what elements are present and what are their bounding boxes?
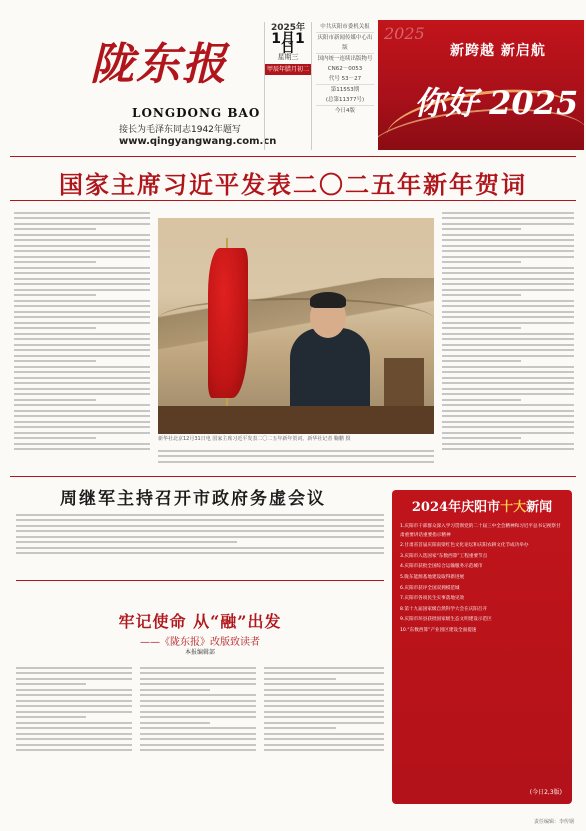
news-panel-item[interactable]: 9.庆阳市环县获批国家级生态文明建设示范区 (400, 617, 492, 623)
secondary-headline[interactable]: 周继军主持召开市政府务虚会议 (60, 489, 326, 509)
news-panel-item[interactable]: 4.庆阳市获批全国综合运输服务示范城市 (400, 564, 483, 570)
info-line: 中共庆阳市委机关报 (316, 22, 374, 33)
banner-script-text: 你好 2025 (414, 84, 579, 122)
secondary-article-body (16, 510, 384, 574)
photo-great-wall (158, 298, 434, 340)
divider (10, 476, 576, 477)
info-line: (总第11377号) (316, 95, 374, 106)
news-panel-item[interactable]: 8.第十九届国家级自然科学大会在庆阳召开 (400, 606, 488, 612)
lead-article-continuation (158, 446, 434, 472)
divider (10, 156, 576, 157)
editorial-column (16, 663, 132, 807)
photo-caption: 新华社北京12月31日电 国家主席习近平发表二〇二五年新年贺词。新华社记者 鞠鹏 摄 (158, 436, 351, 442)
banner-slogan: 新跨越 新启航 (450, 43, 546, 59)
editorial-subheadline: ——《陇东报》改版致读者 (140, 637, 260, 648)
issue-lunar-date: 甲辰年腊月初二 (266, 66, 309, 73)
editorial-column (140, 663, 256, 807)
editorial-article (16, 580, 384, 809)
news-panel-item[interactable]: 2.甘肃省首届庆阳南梁红色文化论坛和庆阳农耕文化节成功举办 (400, 543, 529, 549)
website-url[interactable]: www.qingyangwang.com.cn (119, 136, 277, 147)
newspaper-logo: 陇东报 (90, 39, 228, 90)
publication-info (316, 22, 374, 150)
info-line: 代号 53－27 (316, 74, 374, 85)
top-ten-news-panel (392, 490, 572, 804)
masthead-slogan: 接长为毛泽东同志1942年题写 (119, 125, 241, 135)
news-panel-title-emphasis: 十大 (500, 500, 527, 515)
page-footer: 责任编辑：李传钢 (533, 819, 574, 825)
news-panel-item[interactable]: 3.庆阳市入选国家“东数西算”工程重要节点 (400, 553, 488, 559)
editorial-headline[interactable]: 牢记使命 从“融”出发 (118, 612, 282, 631)
news-panel-title-prefix: 2024年庆阳市 (411, 500, 501, 515)
news-panel-title-suffix: 新闻 (526, 500, 553, 515)
news-panel-item[interactable]: 5.陇东能源基地建设取得新进展 (400, 574, 465, 580)
editorial-byline: 本报编辑部 (184, 649, 215, 656)
editorial-column (264, 663, 384, 807)
newspaper-logo-english: LONGDONG BAO (132, 106, 261, 120)
lead-article-column (14, 208, 150, 468)
info-line: CN62－0053 (327, 66, 363, 72)
lead-headline[interactable]: 国家主席习近平发表二〇二五年新年贺词 (59, 170, 527, 199)
news-panel-item[interactable]: 7.庆阳市各项民生实事落地见效 (400, 596, 465, 602)
new-year-banner (378, 20, 584, 150)
news-panel-item[interactable]: 10.“东数西算”产业园区建设全面提速 (400, 627, 477, 633)
info-line: 庆阳市新闻传媒中心出版 (316, 33, 374, 54)
issue-date: 1月1日 (271, 31, 305, 56)
banner-year: 2025 (384, 24, 425, 43)
lead-photo[interactable] (158, 218, 434, 434)
date-box (264, 22, 312, 150)
photo-desk (158, 406, 434, 434)
issue-year: 2025年 (270, 23, 306, 33)
masthead (0, 0, 586, 152)
info-line: 国内统一连续出版物号 (317, 56, 373, 62)
photo-flag (208, 248, 248, 398)
photo-speaker-hair (310, 292, 346, 308)
info-line: 第11553期 (330, 87, 360, 93)
issue-weekday: 星期三 (277, 53, 299, 61)
divider (10, 200, 576, 201)
news-panel-item[interactable]: 1.庆阳市干部群众深入学习贯彻党的二十届三中全会精神和习近平总书记视察甘肃重要讲话重要指示精神 (400, 524, 561, 538)
lead-article-column (442, 208, 574, 468)
photo-bookshelf (384, 358, 424, 406)
news-panel-list (400, 523, 564, 636)
news-panel-more-link[interactable]: (今日2,3版) (529, 789, 562, 796)
news-panel-title (392, 496, 572, 515)
news-panel-item[interactable]: 6.庆阳市获评全国双拥模范城 (400, 585, 460, 591)
info-line: 今日4版 (335, 108, 355, 114)
